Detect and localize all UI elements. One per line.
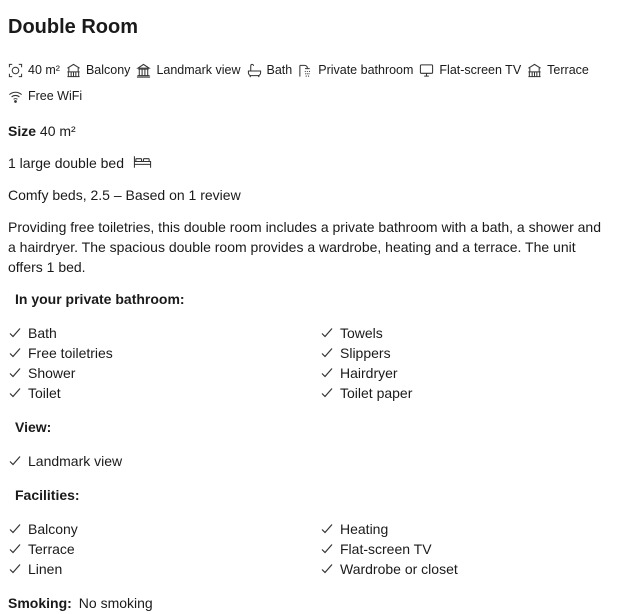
amenity-size: 40 m² xyxy=(8,61,60,79)
amenity-flat-screen-tv: Flat-screen TV xyxy=(419,61,521,79)
facilities-list-left xyxy=(8,519,78,579)
check-icon xyxy=(320,562,334,576)
list-item: Hairdryer xyxy=(320,363,412,383)
amenity-private-bathroom: Private bathroom xyxy=(298,61,413,79)
check-icon xyxy=(8,542,22,556)
check-icon xyxy=(320,522,334,536)
list-item: Slippers xyxy=(320,343,412,363)
view-section-title: View: xyxy=(15,419,52,435)
tv-icon xyxy=(419,63,434,78)
check-icon xyxy=(320,366,334,380)
smoking-label: Smoking: xyxy=(8,595,72,611)
bathroom-list-left xyxy=(8,323,113,403)
bath-icon xyxy=(247,63,262,78)
view-list-left xyxy=(8,451,122,471)
list-item: Bath xyxy=(8,323,113,343)
list-item: Flat-screen TV xyxy=(320,539,458,559)
bed-text: 1 large double bed xyxy=(8,155,124,171)
list-item: Terrace xyxy=(8,539,78,559)
check-icon xyxy=(320,386,334,400)
room-title: Double Room xyxy=(8,16,138,38)
facilities-list-right xyxy=(320,519,458,579)
amenity-balcony: Balcony xyxy=(66,61,130,79)
check-icon xyxy=(8,366,22,380)
check-icon xyxy=(8,454,22,468)
list-item: Towels xyxy=(320,323,412,343)
list-item: Toilet paper xyxy=(320,383,412,403)
smoking-value: No smoking xyxy=(78,595,153,611)
terrace-icon xyxy=(527,63,542,78)
list-item: Landmark view xyxy=(8,451,122,471)
size-value: 40 m² xyxy=(39,123,76,139)
bathroom-list-right xyxy=(320,323,412,403)
check-icon xyxy=(320,346,334,360)
smoking-policy xyxy=(8,593,153,613)
check-icon xyxy=(320,326,334,340)
wifi-icon xyxy=(8,89,23,104)
list-item: Wardrobe or closet xyxy=(320,559,458,579)
bed-info xyxy=(8,153,152,173)
balcony-icon xyxy=(66,63,81,78)
amenities-row-1 xyxy=(8,61,595,79)
room-description: Providing free toiletries, this double room includes a private bathroom with a bath, a shower and a hairdryer. The spacious double room provides a wardrobe, heating and a terrace. The unit offers 1 bed. xyxy=(8,219,601,275)
check-icon xyxy=(8,562,22,576)
room-size xyxy=(8,121,76,141)
amenity-landmark-view: Landmark view xyxy=(136,61,240,79)
check-icon xyxy=(8,346,22,360)
list-item: Linen xyxy=(8,559,78,579)
list-item: Toilet xyxy=(8,383,113,403)
list-item: Free toiletries xyxy=(8,343,113,363)
check-icon xyxy=(8,386,22,400)
size-label: Size xyxy=(8,123,37,139)
list-item: Shower xyxy=(8,363,113,383)
bathroom-section-title: In your private bathroom: xyxy=(15,291,185,307)
check-icon xyxy=(8,522,22,536)
amenity-bath: Bath xyxy=(247,61,293,79)
list-item: Balcony xyxy=(8,519,78,539)
size-icon xyxy=(8,63,23,78)
list-item: Heating xyxy=(320,519,458,539)
amenities-row-2 xyxy=(8,87,88,105)
bed-icon xyxy=(133,155,152,169)
check-icon xyxy=(320,542,334,556)
bed-rating: Comfy beds, 2.5 – Based on 1 review xyxy=(8,187,241,203)
facilities-section-title: Facilities: xyxy=(15,487,80,503)
landmark-icon xyxy=(136,63,151,78)
amenity-free-wifi: Free WiFi xyxy=(8,87,82,105)
amenity-terrace: Terrace xyxy=(527,61,589,79)
shower-icon xyxy=(298,63,313,78)
check-icon xyxy=(8,326,22,340)
